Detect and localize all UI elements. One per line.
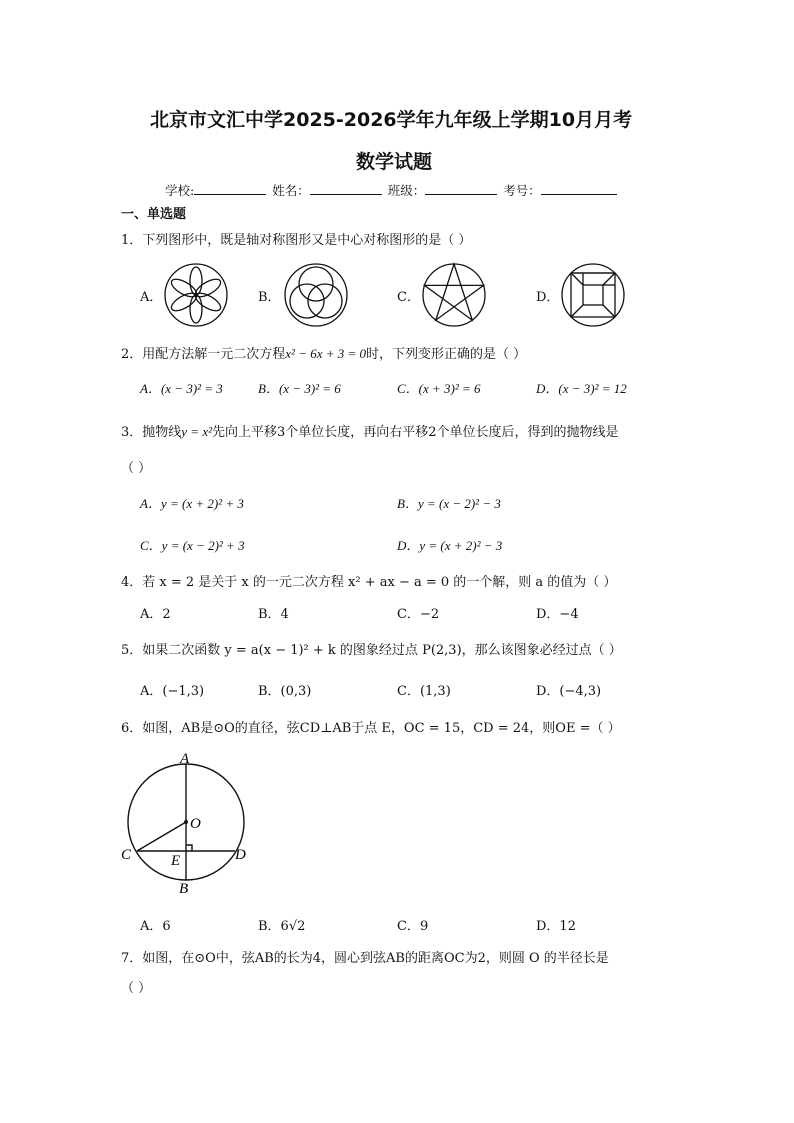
student-info-row <box>165 181 619 199</box>
question-3-bracket: （ ） <box>121 461 152 476</box>
label-o: O <box>190 816 201 832</box>
q2-option-c: C．(x + 3)² = 6 <box>397 381 481 396</box>
q5-option-c: C．(1,3) <box>397 684 451 699</box>
q4-option-c: C．−2 <box>397 607 440 622</box>
school-label: 学校: <box>165 183 195 198</box>
q5-option-a: A．(−1,3) <box>140 684 205 699</box>
label-c: C <box>121 847 132 863</box>
q5-option-d: D．(−4,3) <box>536 684 602 699</box>
question-3-text <box>121 421 619 440</box>
exam-no-field[interactable] <box>541 182 617 195</box>
question-5-text: 5．如果二次函数 y = a(x − 1)² + k 的图象经过点 P(2,3)，那么该图象必经过点（ ） <box>121 643 622 658</box>
three-circles-circle-icon <box>283 262 349 328</box>
page-title: 北京市文汇中学2025-2026学年九年级上学期10月月考 <box>150 109 633 131</box>
q3-option-a: A．y = (x + 2)² + 3 <box>140 496 244 511</box>
label-d: D <box>235 847 246 863</box>
page-subtitle: 数学试题 <box>356 151 433 173</box>
q2-suffix: 时，下列变形正确的是（ ） <box>366 347 527 362</box>
q4-option-d: D．−4 <box>536 607 579 622</box>
q6-option-d: D．12 <box>536 919 576 934</box>
q3-option-b: B．y = (x − 2)² − 3 <box>397 496 501 511</box>
q5-option-b: B．(0,3) <box>258 684 312 699</box>
school-field[interactable] <box>194 182 266 195</box>
q1-option-c: C． <box>397 290 420 305</box>
q6-option-b: B．6√2 <box>258 919 306 934</box>
q3-prefix: 3．抛物线 <box>121 425 182 440</box>
q2-option-b: B．(x − 3)² = 6 <box>258 381 341 396</box>
q2-option-a: A．(x − 3)² = 3 <box>140 381 223 396</box>
class-field[interactable] <box>425 182 497 195</box>
section-heading: 一、单选题 <box>121 207 187 222</box>
question-7-bracket: （ ） <box>121 981 152 996</box>
q3-equation: y = x² <box>181 424 212 439</box>
flower-petal-circle-icon <box>163 262 229 328</box>
pinwheel-square-circle-icon <box>560 262 626 328</box>
question-1-text: 1．下列图形中，既是轴对称图形又是中心对称图形的是（ ） <box>121 233 472 248</box>
question-2-text <box>121 343 526 362</box>
q1-option-b: B． <box>258 290 281 305</box>
q1-option-a: A． <box>140 290 163 305</box>
label-e: E <box>171 853 181 869</box>
q3-option-c: C．y = (x − 2)² + 3 <box>140 538 245 553</box>
q4-option-a: A．2 <box>140 607 171 622</box>
label-a: A <box>180 751 190 767</box>
pentagram-circle-icon <box>421 262 487 328</box>
class-label: 班级： <box>387 183 426 198</box>
exam-no-label: 考号： <box>503 183 541 198</box>
question-4-text: 4．若 x = 2 是关于 x 的一元二次方程 x² + ax − a = 0 的一个解，则 a 的值为（ ） <box>121 575 617 590</box>
q1-option-d: D． <box>536 290 560 305</box>
circle-diameter-chord-figure <box>115 745 260 900</box>
q6-option-c: C．9 <box>397 919 429 934</box>
name-field[interactable] <box>310 182 382 195</box>
q3-option-d: D．y = (x + 2)² − 3 <box>397 538 503 553</box>
q2-equation: x² − 6x + 3 = 0 <box>285 346 367 361</box>
question-7-text: 7．如图，在⊙O中，弦AB的长为4，圆心到弦AB的距离OC为2，则圆 O 的半径长是 <box>121 951 609 966</box>
q6-option-a: A．6 <box>140 919 171 934</box>
name-label: 姓名： <box>272 183 310 198</box>
q2-prefix: 2．用配方法解一元二次方程 <box>121 347 286 362</box>
q2-option-d: D．(x − 3)² = 12 <box>536 381 627 396</box>
q3-suffix: 先向上平移3个单位长度，再向右平移2个单位长度后，得到的抛物线是 <box>212 425 619 440</box>
question-6-text: 6．如图，AB是⊙O的直径，弦CD⊥AB于点 E，OC = 15，CD = 24，则OE =（ ） <box>121 721 621 736</box>
q4-option-b: B．4 <box>258 607 289 622</box>
label-b: B <box>179 881 189 897</box>
